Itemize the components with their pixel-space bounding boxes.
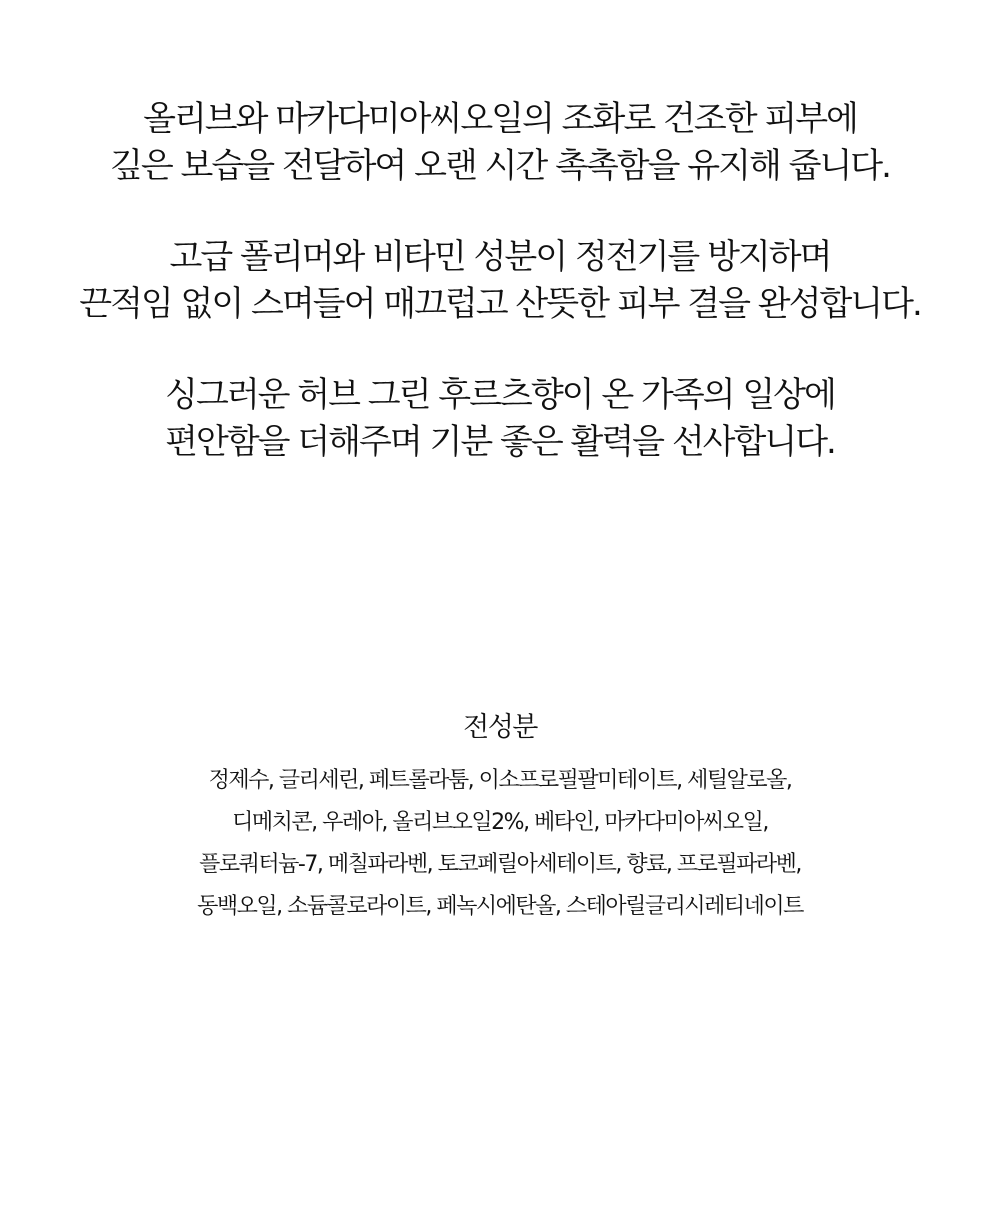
description-line: 올리브와 마카다미아씨오일의 조화로 건조한 피부에	[143, 99, 857, 139]
description-paragraph-1	[0, 96, 1000, 190]
description-line: 싱그러운 허브 그린 후르츠향이 온 가족의 일상에	[165, 375, 835, 415]
description-line: 끈적임 없이 스며들어 매끄럽고 산뜻한 피부 결을 완성합니다.	[79, 284, 921, 324]
ingredients-line: 디메치콘, 우레아, 올리브오일2%, 베타인, 마카다미아씨오일,	[232, 810, 768, 835]
description-paragraph-2	[0, 234, 1000, 328]
description-paragraph-3	[0, 372, 1000, 466]
ingredients-section	[0, 708, 1000, 928]
ingredients-line: 플로쿼터늄-7, 메칠파라벤, 토코페릴아세테이트, 향료, 프로필파라벤,	[199, 852, 801, 877]
ingredients-line: 동백오일, 소듐콜로라이트, 페녹시에탄올, 스테아릴글리시레티네이트	[197, 894, 803, 919]
description-line: 편안함을 더해주며 기분 좋은 활력을 선사합니다.	[165, 422, 835, 462]
product-description	[0, 96, 1000, 510]
description-line: 깊은 보습을 전달하여 오랜 시간 촉촉함을 유지해 줍니다.	[110, 146, 890, 186]
ingredients-title: 전성분	[463, 712, 537, 743]
description-line: 고급 폴리머와 비타민 성분이 정전기를 방지하며	[169, 237, 831, 277]
ingredients-line: 정제수, 글리세린, 페트롤라툼, 이소프로필팔미테이트, 세틸알로올,	[208, 768, 792, 793]
